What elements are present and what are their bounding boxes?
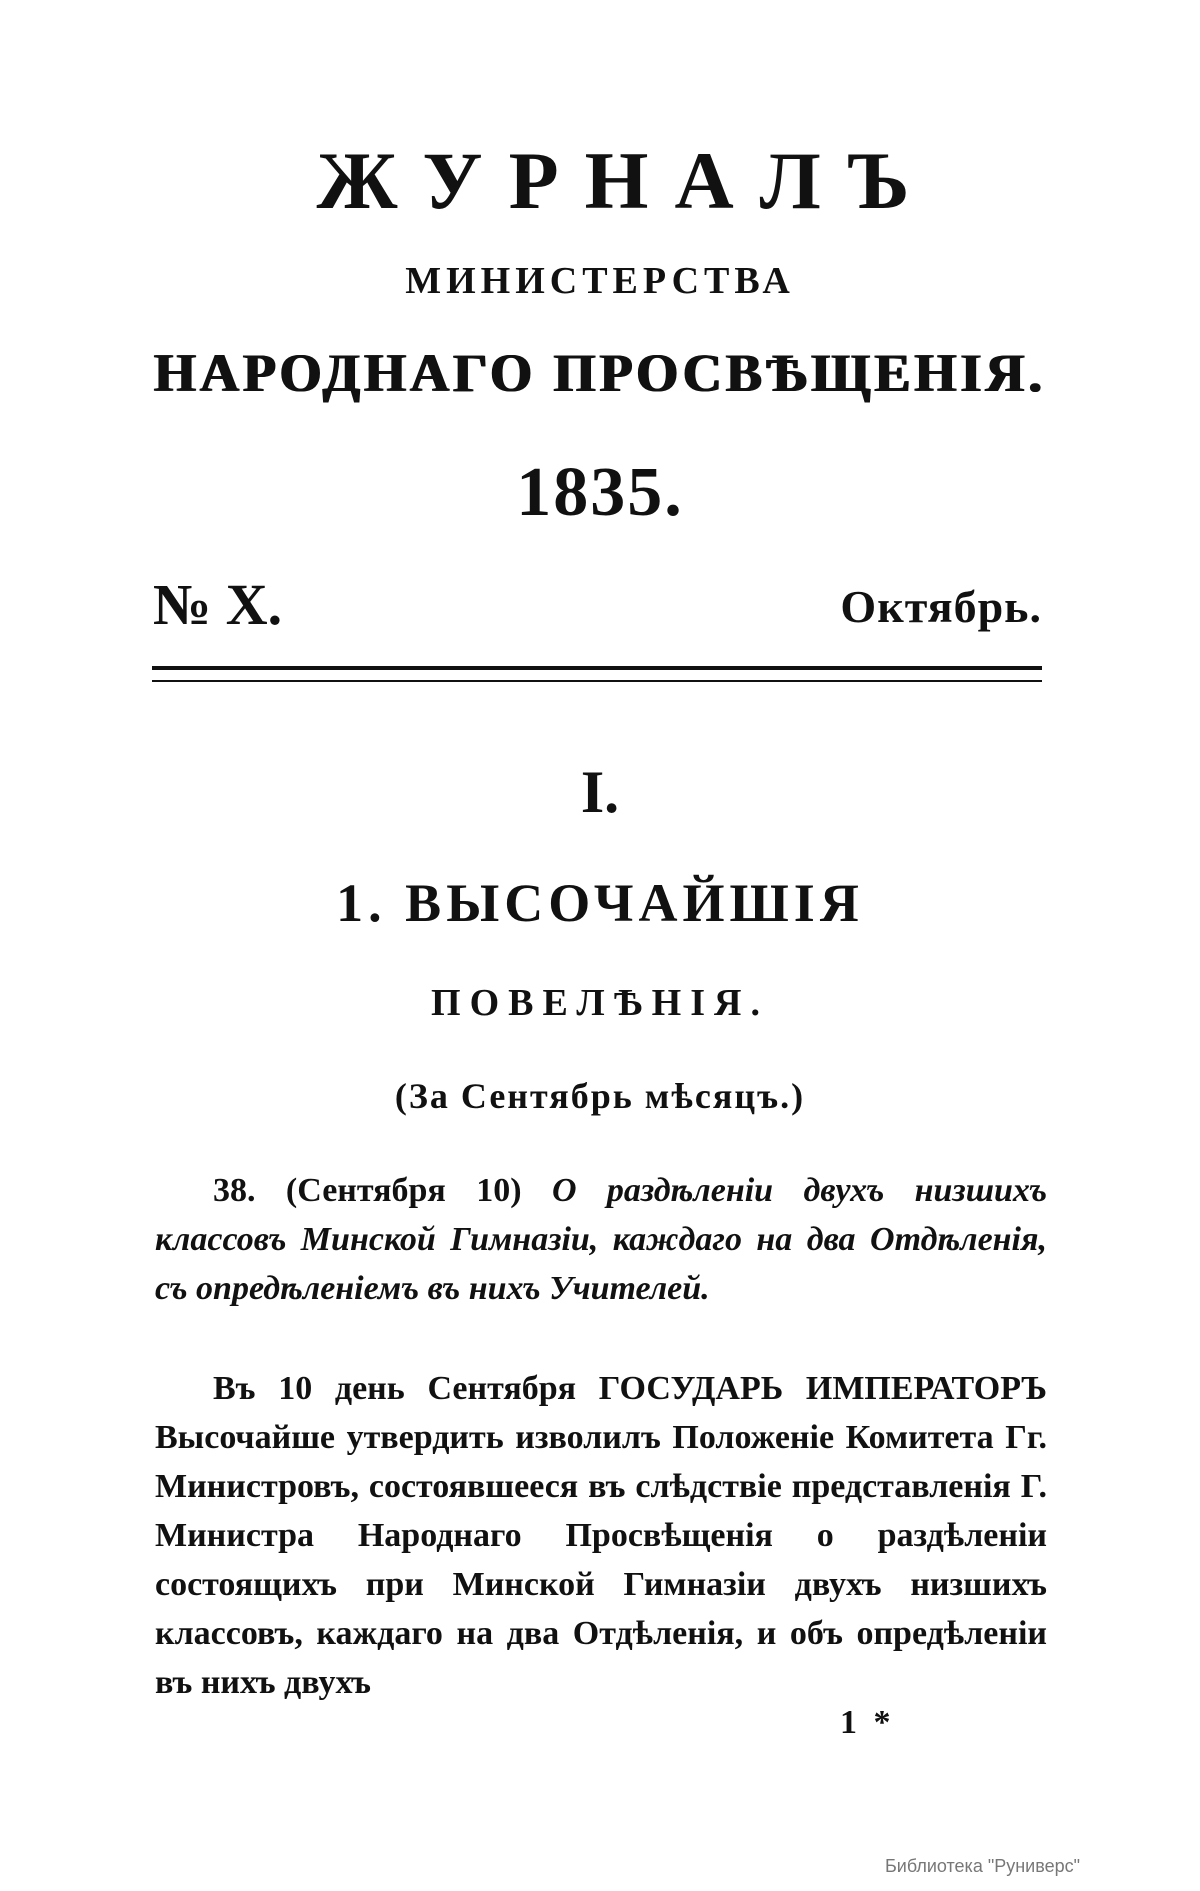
library-credit: Библиотека "Руниверс": [884, 1856, 1080, 1876]
decree-entry: [155, 1166, 1047, 1313]
body-paragraph: Въ 10 день Сентября ГОСУДАРЬ ИМПЕРАТОРЪ Высочайше утвердить изволилъ Положеніе Комитета Гг. Министровъ, состоявшееся въ слѣдствіе представленія Г. Министра Народнаго Просвѣщенія о раздѣленіи состоящихъ при Минской Гимназіи двухъ низшихъ классовъ, каждаго на два Отдѣленія, и объ опредѣленіи въ нихъ двухъ: [155, 1370, 1047, 1701]
ministry-line: МИНИСТЕРСТВА: [405, 260, 795, 302]
enlightenment-line: НАРОДНАГО ПРОСВѢЩЕНІЯ.: [153, 343, 1047, 403]
signature-mark: 1 *: [840, 1704, 895, 1741]
section-roman-numeral: I.: [580, 759, 620, 825]
section-heading: 1. ВЫСОЧАЙШІЯ: [336, 873, 864, 933]
section-subheading: ПОВЕЛѢНІЯ.: [431, 982, 769, 1024]
issue-number: № X.: [153, 572, 283, 637]
journal-title: ЖУРНАЛЪ: [316, 135, 936, 226]
double-rule-divider: [152, 666, 1042, 682]
section-period: (За Сентябрь мѣсяцъ.): [394, 1076, 806, 1116]
decree-title: О раздѣленіи двухъ низшихъ классовъ Минской Гимназіи, каждаго на два Отдѣленія, съ опредѣленіемъ въ нихъ Учителей.: [155, 1172, 1047, 1307]
publication-year: 1835.: [516, 454, 684, 531]
issue-month: Октябрь.: [840, 581, 1042, 632]
decree-number-date: 38. (Сентября 10): [213, 1172, 522, 1209]
